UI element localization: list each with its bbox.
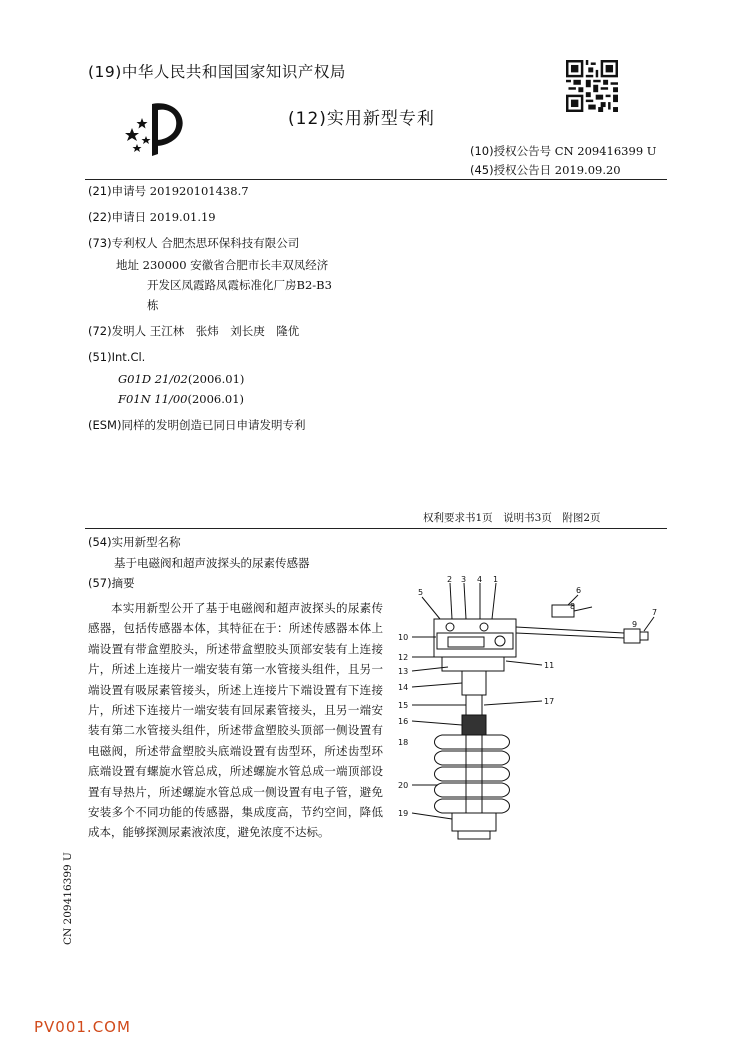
site-watermark: PV001.COM <box>34 1018 131 1036</box>
ipc-class-2 <box>118 390 244 409</box>
figure-label: 9 <box>632 620 638 629</box>
utility-model-title: 基于电磁阀和超声波探头的尿素传感器 <box>114 556 310 570</box>
grant-no: CN 209416399 U <box>554 144 657 158</box>
figure-label: 16 <box>398 717 409 726</box>
address-block <box>116 256 328 275</box>
ipc-2-code: F01N 11/00 <box>118 392 188 406</box>
figure-label: 3 <box>461 575 467 584</box>
patentee-label: (73)专利权人 <box>88 236 158 250</box>
figure-label: 19 <box>398 809 409 818</box>
figure-label: 17 <box>544 697 555 706</box>
title-label: (54)实用新型名称 <box>88 535 181 549</box>
figure-label: 5 <box>418 588 424 597</box>
esm-text: (ESM)同样的发明创造已同日申请发明专利 <box>88 418 306 432</box>
figure-label: 15 <box>398 701 409 710</box>
app-date-value: 2019.01.19 <box>149 210 216 224</box>
side-publication-code: CN 209416399 U <box>62 852 74 945</box>
ipc-2-version: (2006.01) <box>187 392 245 406</box>
figure-label: 2 <box>447 575 453 584</box>
figure-label: 11 <box>544 661 555 670</box>
inventor-names: 王江林 张炜 刘长庚 隆优 <box>149 324 300 338</box>
address-line-2: 开发区凤霞路凤霞标准化厂房B2-B3 <box>147 278 332 292</box>
patentee <box>88 234 299 253</box>
figure-label: 10 <box>398 633 409 642</box>
application-date <box>88 208 216 227</box>
inventors <box>88 322 299 341</box>
grant-date: 2019.09.20 <box>554 163 621 177</box>
figure-label: 13 <box>398 667 409 676</box>
esm-note <box>88 416 305 435</box>
inventor-label: (72)发明人 <box>88 324 147 338</box>
figure-label: 6 <box>576 586 582 595</box>
app-no-label: (21)申请号 <box>88 184 147 198</box>
address-line-1: 230000 安徽省合肥市长丰双凤经济 <box>142 258 329 272</box>
grant-no-label: (10)授权公告号 <box>470 144 552 158</box>
qr-code-icon <box>566 60 618 112</box>
figure-label: 14 <box>398 683 409 692</box>
figure-label: 18 <box>398 738 409 747</box>
summary-divider <box>85 528 667 529</box>
figure-label: 1 <box>493 575 499 584</box>
ipc-1-version: (2006.01) <box>187 372 245 386</box>
abstract-text: 本实用新型公开了基于电磁阀和超声波探头的尿素传感器，包括传感器本体，其特征在于：所述传感器本体上端设置有带盒塑胶头，所述带盒塑胶头顶部安装有上连接片，所述上连接片一端安装有第一水管接头组件，且另一端设置有吸尿素管接头，所述上连接片下端设置有下连接片，所述下连接片一端安装有回尿素管接头，且另一端安装有第二水管接头组件，所述带盒塑胶头顶部一侧设置有电磁阀，所述带盒塑胶头底端设置有齿型环，所述齿型环底端设置有螺旋水管总成，所述螺旋水管总成一端顶部设置有导热片，所述螺旋水管总成一侧设置有电子管，避免安装多个不同功能的传感器，集成度高，节约空间，降低成本，能够探测尿素液浓度，避免浓度不达标。 <box>88 601 383 840</box>
publication-info <box>470 142 656 180</box>
address-line-3: 栋 <box>147 298 159 312</box>
page-count-summary: 权利要求书1页 说明书3页 附图2页 <box>423 512 601 524</box>
ipc-label <box>88 348 145 367</box>
address-label: 地址 <box>116 258 139 272</box>
cnipa-emblem-icon <box>122 96 188 158</box>
figure-label: 20 <box>398 781 409 790</box>
app-no-value: 201920101438.7 <box>149 184 249 198</box>
ipc-1-code: G01D 21/02 <box>118 372 188 386</box>
ipc-class-1 <box>118 370 244 389</box>
issuing-office: (19)中华人民共和国国家知识产权局 <box>88 63 346 81</box>
abstract-label: (57)摘要 <box>88 576 135 590</box>
figure-label: 4 <box>477 575 483 584</box>
ipc-label-text: (51)Int.Cl. <box>88 350 146 364</box>
figure-label: 12 <box>398 653 409 662</box>
figure-label: 8 <box>570 602 576 611</box>
patentee-value: 合肥杰思环保科技有限公司 <box>161 236 300 250</box>
application-number <box>88 182 249 201</box>
figure-label: 7 <box>652 608 658 617</box>
patent-type: (12)实用新型专利 <box>288 109 435 129</box>
header-divider <box>85 179 667 180</box>
grant-date-label: (45)授权公告日 <box>470 163 552 177</box>
app-date-label: (22)申请日 <box>88 210 147 224</box>
sensor-figure-drawing <box>392 575 660 845</box>
